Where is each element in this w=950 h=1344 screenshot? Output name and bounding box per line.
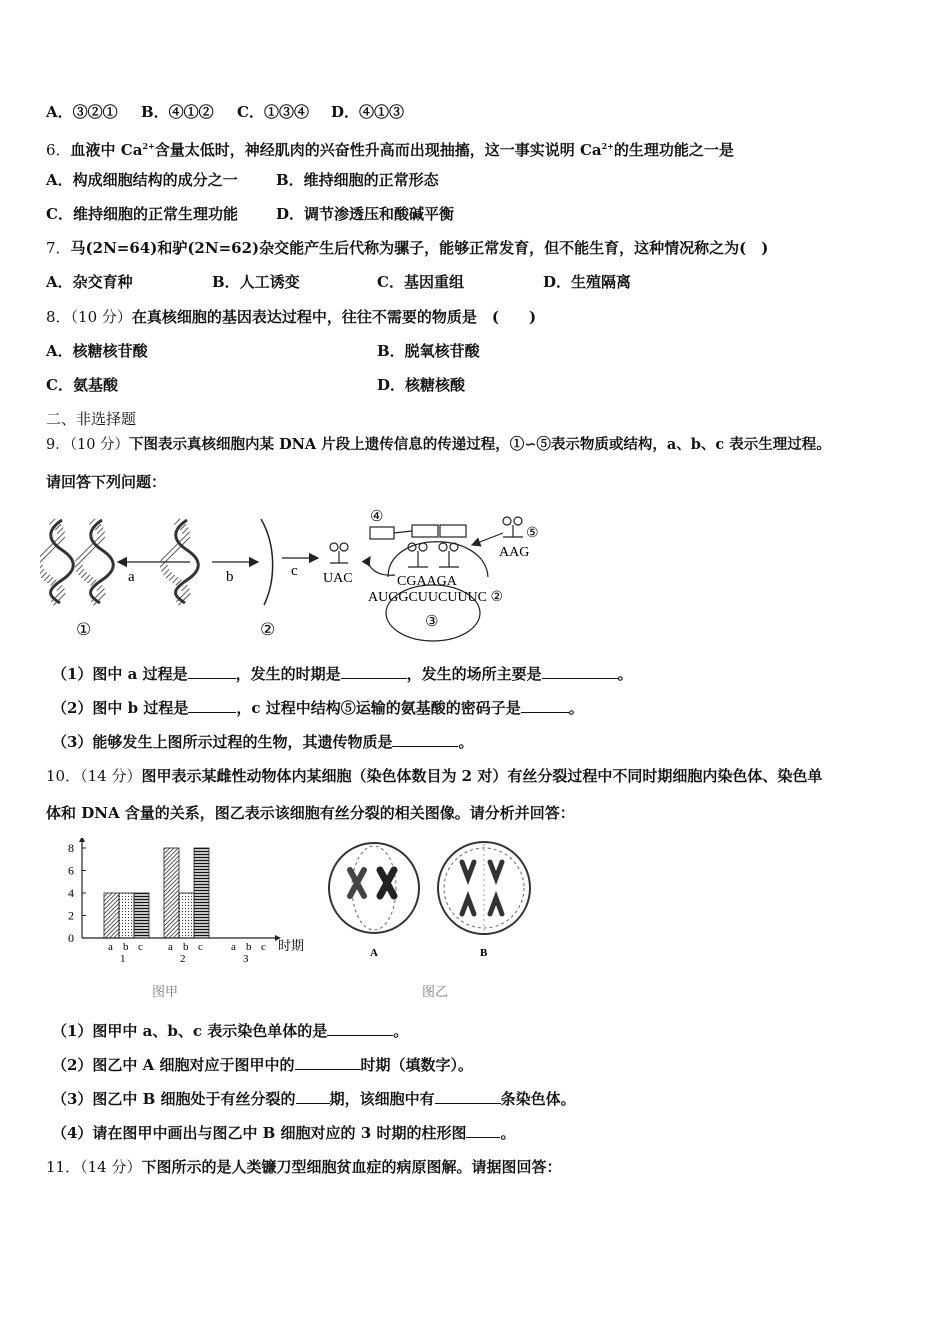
ribosome-small xyxy=(388,542,488,577)
x-sub-label: a xyxy=(108,941,113,953)
y-tick-label: 2 xyxy=(68,908,74,923)
codon-uac: UAC xyxy=(323,571,353,586)
q9-sub-3: （3）能够发生上图所示过程的生物，其遗传物质是 。 xyxy=(52,733,474,751)
chart-jia xyxy=(52,838,322,1008)
label-circle-3: ③ xyxy=(425,614,439,630)
q9-stem: 9．（10 分）下图表示真核细胞内某 DNA 片段上遗传信息的传递过程，①∽⑤表示物质或结构，a、b、c 表示生理过程。 xyxy=(46,436,831,453)
bar-a-2 xyxy=(164,848,179,938)
peptide-box-2 xyxy=(412,525,438,537)
q5-option-c: C．①③④ xyxy=(237,103,309,121)
q6-option-d: D．调节渗透压和酸碱平衡 xyxy=(276,205,455,223)
label-circle-5: ⑤ xyxy=(526,526,539,541)
y-tick-label: 6 xyxy=(68,863,74,878)
q5-option-a: A．③②① xyxy=(46,103,118,121)
label-circle-2: ② xyxy=(260,620,276,639)
bar-b-2 xyxy=(179,893,194,938)
bar-b-1 xyxy=(119,893,134,938)
y-tick-label: 4 xyxy=(68,886,74,900)
q6-option-b: B．维持细胞的正常形态 xyxy=(276,171,439,189)
label-c: c xyxy=(291,563,298,579)
cell-b xyxy=(438,842,530,934)
cell-b-label: B xyxy=(480,947,488,959)
section-heading: 二、非选择题 xyxy=(46,410,137,428)
mrna-strand xyxy=(261,519,273,605)
label-a: a xyxy=(128,569,135,585)
q8-option-a: A．核糖核苷酸 xyxy=(46,342,148,360)
q9-stem-2: 请回答下列问题： xyxy=(46,473,167,491)
q8-option-b: B．脱氧核苷酸 xyxy=(377,342,480,360)
x-sub-label: a xyxy=(231,941,236,953)
x-sub-label: c xyxy=(261,941,266,953)
label-circle-1: ① xyxy=(76,620,92,639)
q10-sub-1: （1）图甲中 a、b、c 表示染色单体的是 。 xyxy=(52,1022,409,1040)
x-axis-label: 时期 xyxy=(278,938,305,953)
bar-c-1 xyxy=(134,893,149,938)
trna-bound xyxy=(408,543,459,567)
x-sub-label: b xyxy=(246,941,252,953)
q11-stem: 11．（14 分）下图所示的是人类镰刀型细胞贫血症的病原图解。请据图回答： xyxy=(46,1158,562,1176)
q10-sub-4: （4）请在图甲中画出与图乙中 B 细胞对应的 3 时期的柱形图 。 xyxy=(52,1124,516,1142)
x-sub-label: b xyxy=(123,941,129,953)
dna-double-helix-1 xyxy=(40,520,73,603)
figure-yi-caption: 图乙 xyxy=(422,984,449,999)
q10-stem: 10．（14 分）图甲表示某雌性动物体内某细胞（染色体数目为 2 对）有丝分裂过程中不同时期细胞内染色体、染色单 xyxy=(46,767,823,785)
dna-double-helix-2 xyxy=(79,520,114,603)
x-sub-label: c xyxy=(198,941,203,953)
q6-option-a: A．构成细胞结构的成分之一 xyxy=(46,171,238,189)
label-b: b xyxy=(226,569,234,585)
q8-stem: 8．（10 分）在真核细胞的基因表达过程中，往往不需要的物质是 ( ) xyxy=(46,308,537,326)
q7-option-d: D．生殖隔离 xyxy=(543,273,632,291)
q10-stem-2: 体和 DNA 含量的关系，图乙表示该细胞有丝分裂的相关图像。请分析并回答： xyxy=(46,804,575,822)
trna-right xyxy=(503,517,523,537)
bar-a-1 xyxy=(104,893,119,938)
dna-transfer-figure xyxy=(40,505,570,645)
x-sub-label: a xyxy=(168,941,173,953)
cell-a-label: A xyxy=(370,947,378,959)
q5-option-d: D．④①③ xyxy=(331,103,405,121)
peptide-box-3 xyxy=(440,525,466,537)
y-tick-label: 0 xyxy=(68,931,74,945)
peptide-box-1 xyxy=(370,527,394,539)
q7-option-b: B．人工诱变 xyxy=(212,273,300,291)
q6-option-c: C．维持细胞的正常生理功能 xyxy=(46,205,238,223)
q9-sub-1: （1）图中 a 过程是 ，发生的时期是 ，发生的场所主要是 。 xyxy=(52,665,633,683)
cell-a xyxy=(329,843,419,933)
anticodon-cgaaga: CGAAGA xyxy=(397,574,457,589)
x-sub-label: c xyxy=(138,941,143,953)
q8-option-c: C．氨基酸 xyxy=(46,376,118,394)
mrna-sequence: AUGGCUUCUUUC ② xyxy=(368,590,504,605)
label-circle-4: ④ xyxy=(370,509,384,525)
q10-sub-2: （2）图乙中 A 细胞对应于图甲中的 时期（填数字）。 xyxy=(52,1056,474,1074)
x-sub-label: b xyxy=(183,941,189,953)
y-tick-label: 8 xyxy=(68,841,74,855)
q7-stem: 7．马(2N=64)和驴(2N=62)杂交能产生后代称为骡子，能够正常发育，但不能生育，这种情况称之为( ) xyxy=(46,239,769,257)
bar-c-2 xyxy=(194,848,209,938)
figure-yi xyxy=(322,838,542,1008)
q7-option-a: A．杂交育种 xyxy=(46,273,133,291)
y-axis-arrow xyxy=(79,838,85,842)
q9-sub-2: （2）图中 b 过程是 ，c 过程中结构⑤运输的氨基酸的密码子是 。 xyxy=(52,699,584,717)
chart-title: 图甲 xyxy=(152,984,179,999)
q7-option-c: C．基因重组 xyxy=(377,273,464,291)
q5-option-b: B．④①② xyxy=(141,103,214,121)
q8-option-d: D．核糖核酸 xyxy=(377,376,466,394)
x-category-label: 1 xyxy=(120,953,126,965)
trna-left xyxy=(330,543,348,563)
x-category-label: 3 xyxy=(243,953,249,965)
codon-aag: AAG xyxy=(499,545,530,560)
q10-sub-3: （3）图乙中 B 细胞处于有丝分裂的 期，该细胞中有 条染色体。 xyxy=(52,1090,576,1108)
x-category-label: 2 xyxy=(180,953,186,965)
q6-stem: 6．血液中 $Ca^{2+}$含量太低时，神经肌肉的兴奋性升高而出现抽搐，这一事实说明 $Ca^{2+}$的生理功能之一是 xyxy=(46,141,734,159)
